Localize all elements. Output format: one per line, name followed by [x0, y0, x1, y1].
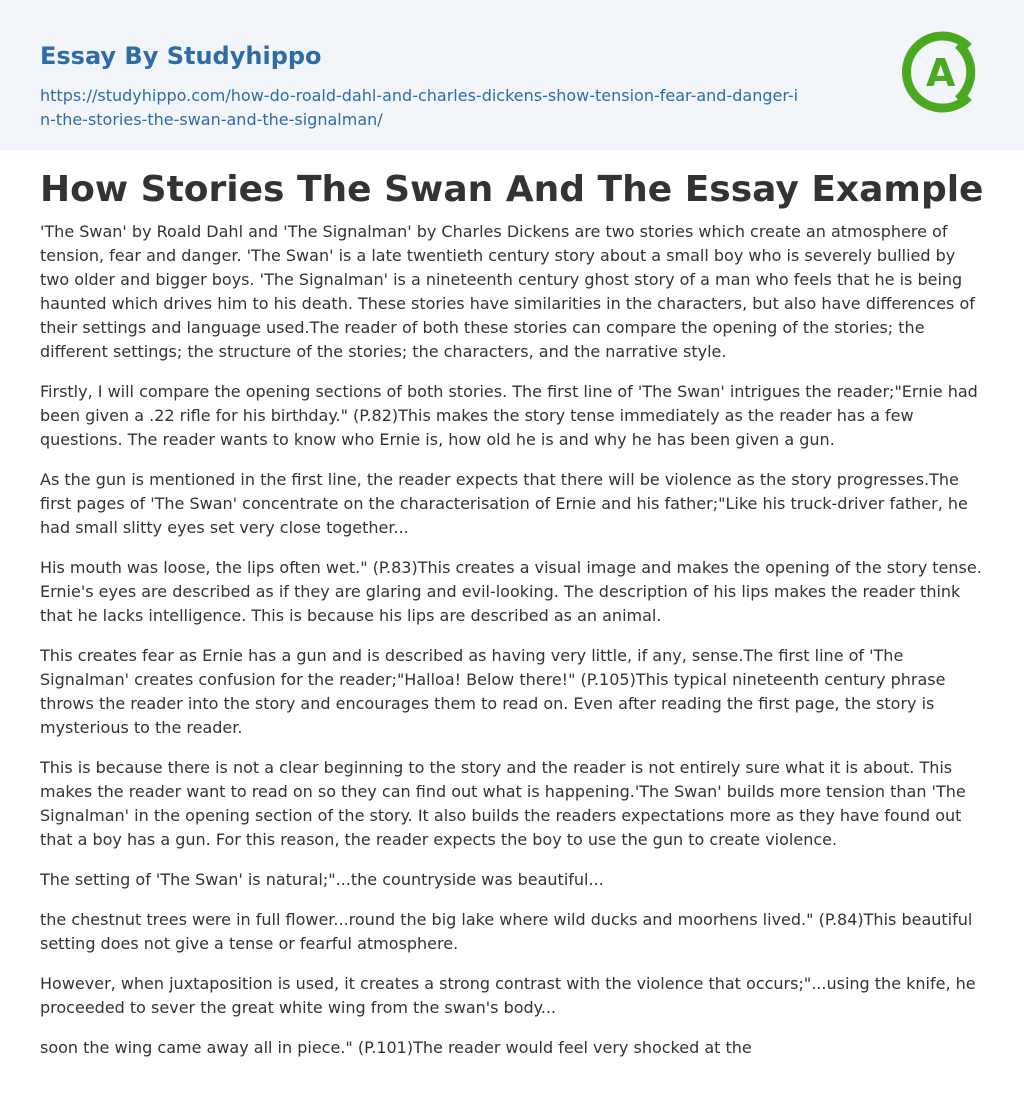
source-url-link[interactable]: https://studyhippo.com/how-do-roald-dahl-and-charles-dickens-show-tension-fear-and-danger-in-the-stories-the-swan-and-the-signalman/: [40, 86, 799, 129]
paragraph: However, when juxtaposition is used, it creates a strong contrast with the violence that occurs;"...using the knife, he proceeded to sever the great white wing from the swan's body...: [40, 974, 976, 1017]
studyhippo-logo-icon[interactable]: [900, 30, 984, 114]
page-header: [0, 0, 1024, 150]
article: [0, 150, 1024, 1060]
paragraph: 'The Swan' by Roald Dahl and 'The Signalman' by Charles Dickens are two stories which create an atmosphere of tension, fear and danger. 'The Swan' is a late twentieth century story about a small boy who is severely bullied by two older and bigger boys. 'The Signalman' is a nineteenth century ghost story of a man who feels that he is being haunted which drives him to his death. These stories have similarities in the characters, but also have differences of their settings and language used.The reader of both these stories can compare the opening of the stories; the different settings; the structure of the stories; the characters, and the narrative style.: [40, 222, 975, 361]
logo-letter: A: [926, 51, 956, 95]
page-title: How Stories The Swan And The Essay Example: [40, 169, 984, 210]
paragraph: This is because there is not a clear beginning to the story and the reader is not entirely sure what it is about. This makes the reader want to read on so they can find out what is happening.'The Swan' builds more tension than 'The Signalman' in the opening section of the story. It also builds the readers expectations more as they have found out that a boy has a gun. For this reason, the reader expects the boy to use the gun to create violence.: [40, 758, 966, 849]
paragraph: Firstly, I will compare the opening sections of both stories. The first line of 'The Swan' intrigues the reader;"Ernie had been given a .22 rifle for his birthday." (P.82)This makes the story tense immediately as the reader has a few questions. The reader wants to know who Ernie is, how old he is and why he has been given a gun.: [40, 382, 978, 449]
paragraph: The setting of 'The Swan' is natural;"...the countryside was beautiful...: [40, 870, 604, 889]
paragraph: His mouth was loose, the lips often wet." (P.83)This creates a visual image and makes the opening of the story tense. Ernie's eyes are described as if they are glaring and evil-looking. The description of his lips makes the reader think that he lacks intelligence. This is because his lips are described as an animal.: [40, 558, 982, 625]
brand-title[interactable]: Essay By Studyhippo: [40, 42, 322, 70]
paragraph: soon the wing came away all in piece." (P.101)The reader would feel very shocked at the: [40, 1038, 752, 1057]
paragraph: This creates fear as Ernie has a gun and is described as having very little, if any, sense.The first line of 'The Signalman' creates confusion for the reader;"Halloa! Below there!" (P.105)This typical nineteenth century phrase throws the reader into the story and encourages them to read on. Even after reading the first page, the story is mysterious to the reader.: [40, 646, 946, 737]
paragraph: the chestnut trees were in full flower...round the big lake where wild ducks and moorhens lived." (P.84)This beautiful setting does not give a tense or fearful atmosphere.: [40, 910, 973, 953]
paragraph: As the gun is mentioned in the first line, the reader expects that there will be violence as the story progresses.The first pages of 'The Swan' concentrate on the characterisation of Ernie and his father;"Like his truck-driver father, he had small slitty eyes set very close together...: [40, 470, 968, 537]
